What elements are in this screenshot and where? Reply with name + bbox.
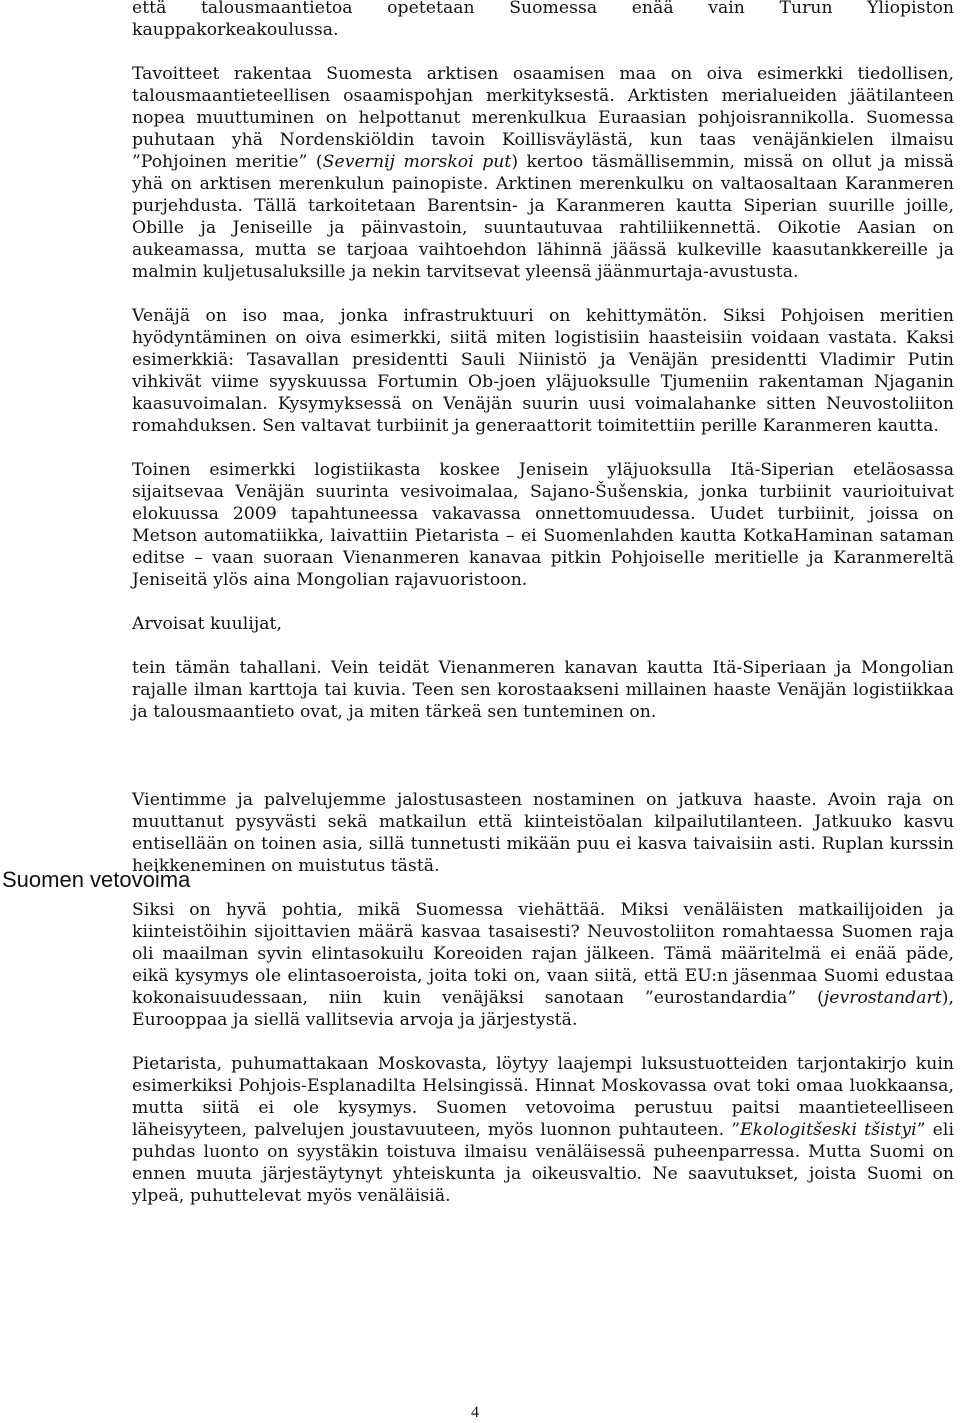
body-text <box>132 0 954 1207</box>
paragraph <box>132 305 954 437</box>
text-run: ), Eurooppaa ja siellä vallitsevia arvoja ja järjestystä. <box>132 988 954 1030</box>
italic-term: jevrostandart <box>823 988 942 1008</box>
text-run: että talousmaantietoa opetetaan Suomessa enää vain Turun Yliopiston kauppakorkeakoulussa. <box>132 0 954 40</box>
text-run: Vientimme ja palvelujemme jalostusasteen nostaminen on jatkuva haaste. Avoin raja on muuttanut pysyvästi sekä matkailun että kiinteistöalan kilpailutilanteen. Jatkuuko kasvu entisellään on toinen asia, sillä tunnetusti mikään puu ei kasva taivaisiin asti. Ruplan kurssin heikkeneminen on muistutus tästä. <box>132 790 954 876</box>
paragraph <box>132 0 954 41</box>
text-run: Arvoisat kuulijat, <box>132 614 283 634</box>
text-run: tein tämän tahallani. Vein teidät Vienanmeren kanavan kautta Itä-Siperiaan ja Mongolian rajalle ilman karttoja tai kuvia. Teen sen korostaakseni millainen haaste Venäjän logistiikkaa ja talousmaantieto ovat, ja miten tärkeä sen tunteminen on. <box>132 658 954 722</box>
salutation <box>132 613 954 635</box>
text-run: Pietarista, puhumattakaan Moskovasta, löytyy laajempi luksustuotteiden tarjontakirjo kuin esimerkiksi Pohjois-Esplanadilta Helsingissä. Hinnat Moskovassa ovat toki omaa luokkaansa, mutta siitä ei ole kysymys. Suomen vetovoima perustuu paitsi maantieteelliseen läheisyyteen, palvelujen joustavuuteen, myös luonnon puhtauteen. ” <box>132 1054 954 1140</box>
text-run: Siksi on hyvä pohtia, mikä Suomessa viehättää. Miksi venäläisten matkailijoiden ja kiinteistöihin sijoittavien määrä kasvaa tasaisesti? Neuvostoliiton romahtaessa Suomen raja oli maailman syvin elintasokuilu Koreoiden rajan jälkeen. Tämä määritelmä ei enää päde, eikä kysymys ole elintasoeroista, joita toki on, vaan siitä, että EU:n jäsenmaa Suomi edustaa kokonaisuudessaan, niin kuin venäjäksi sanotaan ”eurostandardia” ( <box>132 900 954 1008</box>
paragraph <box>132 1053 954 1207</box>
text-run: ” eli puhdas luonto on syystäkin toistuva ilmaisu venäläisessä puheenparressa. Mutta Suomi on ennen muuta järjestäytynyt yhteiskunta ja oikeusvaltio. Ne saavutukset, joista Suomi on ylpeä, puhuttelevat myös venäläisiä. <box>132 1120 954 1206</box>
paragraph <box>132 657 954 723</box>
paragraph <box>132 63 954 283</box>
text-run: Venäjä on iso maa, jonka infrastruktuuri on kehittymätön. Siksi Pohjoisen meritien hyödyntäminen on oiva esimerkki, siitä miten logistisiin haasteisiin voidaan vastata. Kaksi esimerkkiä: Tasavallan presidentti Sauli Niinistö ja Venäjän presidentti Vladimir Putin vihkivät viime syyskuussa Fortumin Ob-joen yläjuoksulle Tjumeniin rakentaman Njaganin kaasuvoimalan. Kysymyksessä on Venäjän suurin uusi voimalahanke sitten Neuvostoliiton romahduksen. Sen valtavat turbiinit ja generaattorit toimitettiin perille Karanmeren kautta. <box>132 306 954 436</box>
text-run: Tavoitteet rakentaa Suomesta arktisen osaamisen maa on oiva esimerkki tiedollisen, talousmaantieteellisen osaamispohjan merkityksestä. Arktisten merialueiden jäätilanteen nopea muuttuminen on helpottanut merenkulkua Euraasian pohjoisrannikolla. Suomessa puhutaan yhä Nordenskiöldin tavoin Koillisväylästä, kun taas venäjänkielen ilmaisu ”Pohjoinen meritie” ( <box>132 64 954 172</box>
paragraph <box>132 789 954 877</box>
section-heading: Suomen vetovoima <box>2 867 191 892</box>
text-run: ) kertoo täsmällisemmin, missä on ollut ja missä yhä on arktisen merenkulun painopiste. Arktinen merenkulku on valtaosaltaan Karanmeren purjehdusta. Tällä tarkoitetaan Barentsin- ja Karanmeren kautta Siperian suurille joille, Obille ja Jeniseille ja päinvastoin, suuntautuvaa rahtiliikennettä. Oikotie Aasian on aukeamassa, mutta se tarjoaa vaihtoehdon lähinnä jäässä kulkeville kaasutankkereille ja malmin kuljetusaluksille ja nekin tarvitsevat yleensä jäänmurtaja-avustusta. <box>132 152 954 282</box>
page-number: 4 <box>471 1404 479 1421</box>
paragraph <box>132 899 954 1031</box>
paragraph <box>132 459 954 591</box>
italic-term: Severnij morskoi put <box>322 152 512 172</box>
italic-term: Ekologitšeski tšistyi <box>740 1120 917 1140</box>
text-run: Toinen esimerkki logistiikasta koskee Jenisein yläjuoksulla Itä-Siperian eteläosassa sijaitsevaa Venäjän suurinta vesivoimalaa, Sajano-Šušenskia, jonka turbiinit vaurioituivat elokuussa 2009 tapahtuneessa vakavassa onnettomuudessa. Uudet turbiinit, joissa on Metson automatiikka, laivattiin Pietarista – ei Suomenlahden kautta KotkaHaminan sataman editse – vaan suoraan Vienanmeren kanavaa pitkin Pohjoiselle meritielle ja Karanmereltä Jeniseitä ylös aina Mongolian rajavuoristoon. <box>132 460 954 590</box>
